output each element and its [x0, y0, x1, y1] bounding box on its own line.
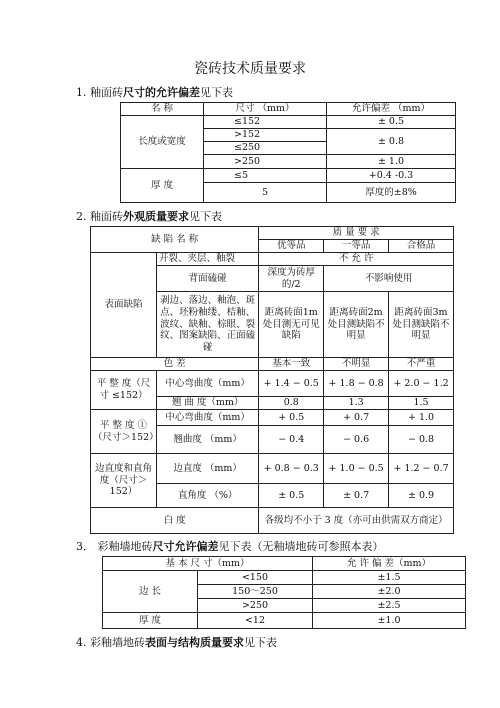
- t1-thickness-label: 厚 度: [121, 169, 204, 203]
- t2-cell: 距离砖面2m处目测缺陷不明显: [324, 292, 389, 358]
- t1-cell: ≤5: [204, 169, 327, 183]
- section-2-prefix: 2. 釉面砖: [76, 210, 123, 223]
- t2-cell: 不影响使用: [324, 266, 454, 292]
- t2-cell: 距离砖面1m处目测无可见缺陷: [259, 292, 324, 358]
- t1-cell: >250: [204, 155, 327, 169]
- t1-header-deviation: 允许偏差 （mm）: [327, 103, 456, 116]
- t2-cell: − 0.6: [324, 426, 389, 454]
- t2-cell: − 0.4: [259, 426, 324, 454]
- t1-header-size: 尺寸 （mm）: [204, 103, 327, 116]
- t1-header-name: 名 称: [121, 103, 204, 116]
- t2-cell: 边直度 （mm）: [157, 454, 259, 484]
- table-appearance-quality: [90, 226, 454, 534]
- t2-cell: + 0.5: [259, 410, 324, 426]
- t1-length-label: 长度或宽度: [121, 116, 204, 169]
- t3-cell: ±1.0: [313, 613, 466, 629]
- t3-thickness-label: 厚 度: [103, 613, 198, 629]
- t2-cell: + 2.0 − 1.2: [389, 371, 454, 397]
- t2-cell: 剥边、落边、釉泡、斑点、坯粉釉缕、桔釉、波纹、缺釉、棕眼、裂纹、图案缺陷、正面磕碰: [157, 292, 259, 358]
- t3-edge-label: 边 长: [103, 571, 198, 613]
- page-title: 瓷砖技术质量要求: [194, 61, 306, 77]
- t3-cell: <12: [198, 613, 313, 629]
- t2-header-quality: 质 量 要 求: [259, 227, 454, 240]
- t2-cell: 各级均不小于 3 度（亦可由供需双方商定）: [259, 508, 454, 534]
- t2-cell: 基本一致: [259, 358, 324, 371]
- t2-cell: + 1.0: [389, 410, 454, 426]
- section-4-prefix: 4. 彩釉墙地砖: [76, 636, 145, 649]
- section-3-prefix: 3． 彩釉墙地砖: [76, 540, 153, 553]
- t1-cell: >152: [204, 129, 327, 142]
- section-4-suffix: 见下表: [244, 636, 277, 649]
- section-3-suffix: 见下表（无釉墙地砖可参照本表）: [218, 540, 384, 553]
- t1-cell: ± 1.0: [327, 155, 456, 169]
- t2-cell: 色 差: [91, 358, 259, 371]
- section-2-suffix: 见下表: [189, 210, 222, 223]
- t2-cell: 不 允 许: [259, 253, 454, 266]
- t2-cell: 1.3: [324, 397, 389, 410]
- t2-cell: 翘曲度 （mm）: [157, 426, 259, 454]
- t2-cell: 1.5: [389, 397, 454, 410]
- section-1-heading: [76, 84, 233, 100]
- t2-grade-2: 一等品: [324, 240, 389, 253]
- t3-header-deviation: 允 许 偏 差（mm）: [313, 557, 466, 571]
- section-1-prefix: 1. 釉面砖: [76, 86, 123, 99]
- t2-cell: ± 0.9: [389, 484, 454, 508]
- t3-cell: ±2.0: [313, 585, 466, 599]
- t3-cell: 150～250: [198, 585, 313, 599]
- t3-cell: <150: [198, 571, 313, 585]
- t2-cell: 背面磕碰: [157, 266, 259, 292]
- t2-cell: 深度为砖厚的/2: [259, 266, 324, 292]
- t1-cell: ± 0.5: [327, 116, 456, 129]
- t1-cell: 5: [204, 183, 327, 203]
- t2-grade-1: 优等品: [259, 240, 324, 253]
- section-1-suffix: 见下表: [200, 86, 233, 99]
- t1-cell: +0.4 -0.3: [327, 169, 456, 183]
- t2-cell: + 0.8 − 0.3: [259, 454, 324, 484]
- section-3-heading: [76, 538, 384, 554]
- t2-flatness-2-label: 平 整 度 ①（尺寸＞152）: [91, 410, 157, 454]
- t2-cell: 中心弯曲度（mm）: [157, 410, 259, 426]
- t2-cell: 开裂、夹层、釉裂: [157, 253, 259, 266]
- t2-header-defect: 缺 陷 名 称: [91, 227, 259, 253]
- t2-flatness-1-label: 平 整 度（尺 寸 ≤152）: [91, 371, 157, 410]
- t2-cell: 中心弯曲度（mm）: [157, 371, 259, 397]
- section-2-heading: [76, 208, 222, 224]
- t2-cell: + 1.4 − 0.5: [259, 371, 324, 397]
- t2-grade-3: 合格品: [389, 240, 454, 253]
- t2-cell: 不严重: [389, 358, 454, 371]
- t2-cell: ± 0.7: [324, 484, 389, 508]
- section-4-bold: 表面与结构质量要求: [145, 636, 244, 649]
- t2-cell: 翘 曲 度（mm）: [157, 397, 259, 410]
- t2-cell: + 1.8 − 0.8: [324, 371, 389, 397]
- t1-cell: ≤152: [204, 116, 327, 129]
- t1-cell: ≤250: [204, 142, 327, 155]
- t2-cell: 直角度 （%）: [157, 484, 259, 508]
- t1-cell: ± 0.8: [327, 129, 456, 155]
- t3-cell: ±2.5: [313, 599, 466, 613]
- t2-surface-label: 表面缺陷: [91, 253, 157, 358]
- section-3-bold: 尺寸允许偏差: [152, 540, 219, 553]
- t2-cell: + 1.2 − 0.7: [389, 454, 454, 484]
- t2-cell: 距离砖面3m处目测缺陷不明显: [389, 292, 454, 358]
- section-2-bold: 外观质量要求: [123, 210, 189, 223]
- t3-header-size: 基 本 尺 寸（mm）: [103, 557, 313, 571]
- t2-cell: 0.8: [259, 397, 324, 410]
- section-1-bold: 尺寸的允许偏差: [123, 86, 200, 99]
- t2-cell: + 0.7: [324, 410, 389, 426]
- table-tile-size-deviation: [120, 102, 456, 203]
- t2-cell: 白 度: [91, 508, 259, 534]
- t2-cell: 不明显: [324, 358, 389, 371]
- t2-cell: ± 0.5: [259, 484, 324, 508]
- t2-cell: − 0.8: [389, 426, 454, 454]
- t2-edge-label: 边直度和直角度（尺寸＞152）: [91, 454, 157, 508]
- t2-cell: + 1.0 − 0.5: [324, 454, 389, 484]
- table-glazed-tile-size-deviation: [102, 556, 466, 629]
- section-4-heading: [76, 634, 277, 650]
- t3-cell: ±1.5: [313, 571, 466, 585]
- t1-cell: 厚度的±8%: [327, 183, 456, 203]
- t3-cell: >250: [198, 599, 313, 613]
